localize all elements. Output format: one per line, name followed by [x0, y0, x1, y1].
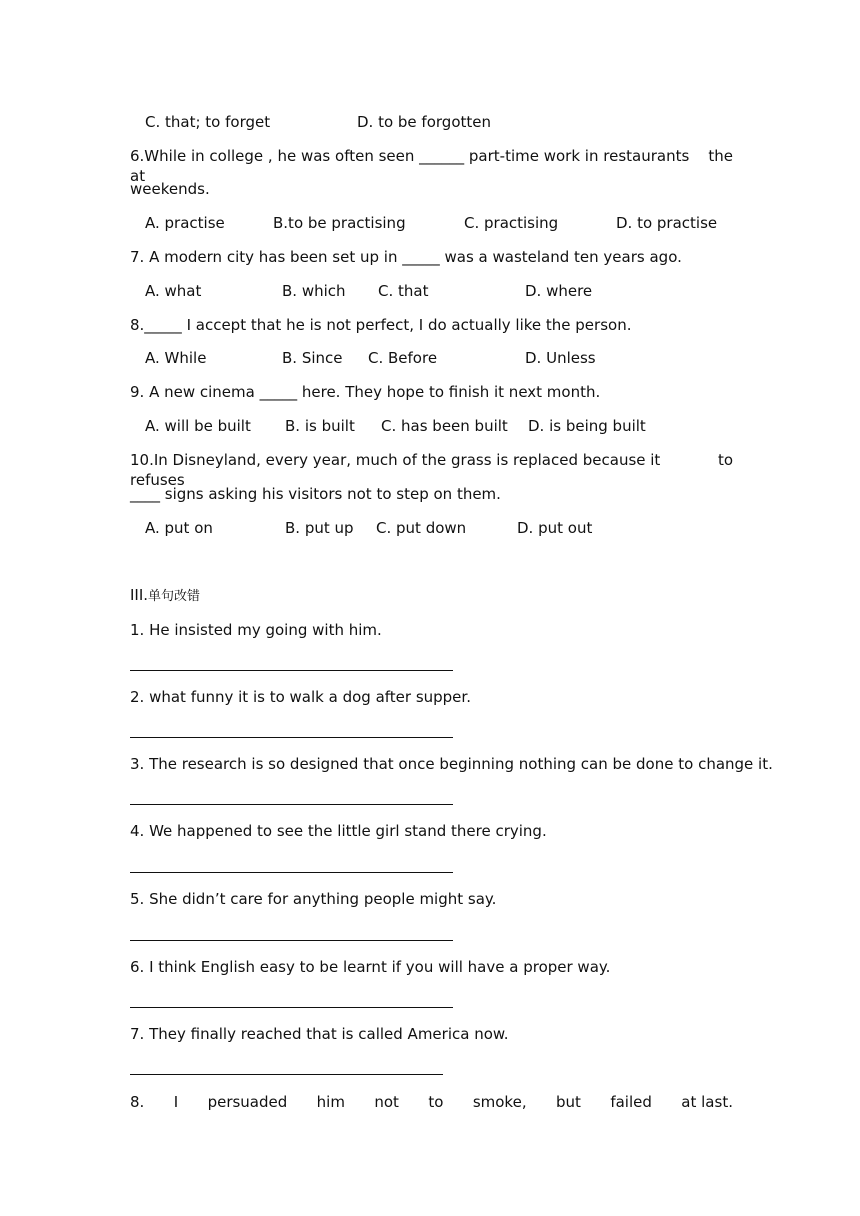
q6-option-d: D. to practise [616, 214, 718, 232]
q10-line-1: 10.In Disneyland, every year, much of the grass is replaced because it refuses to [130, 451, 733, 489]
q6-line-2: weekends. [130, 180, 210, 198]
q6-option-a: A. practise [145, 214, 225, 232]
q7-option-c: C. that [378, 282, 429, 300]
q5-option-d: D. to be forgotten [357, 113, 491, 131]
q9-stem: 9. A new cinema _____ here. They hope to finish it next month. [130, 383, 601, 401]
answer-line-2 [130, 737, 453, 738]
q7-option-b: B. which [282, 282, 346, 300]
correction-item-7: 7. They finally reached that is called America now. [130, 1025, 509, 1043]
q9-option-a: A. will be built [145, 417, 251, 435]
q8-option-c: C. Before [368, 349, 438, 367]
q9-option-d: D. is being built [528, 417, 646, 435]
q8-option-a: A. While [145, 349, 207, 367]
q10-option-c: C. put down [376, 519, 467, 537]
q5-option-c: C. that; to forget [145, 113, 271, 131]
q7-option-a: A. what [145, 282, 202, 300]
q10-option-a: A. put on [145, 519, 213, 537]
section-heading: III.单句改错 [130, 586, 201, 604]
correction-item-8: 8. I persuaded him not to smoke, but failed at last. [130, 1093, 733, 1111]
q6-line-1: 6.While in college , he was often seen ______ part-time work in restaurants at the [130, 147, 733, 185]
q10-option-d: D. put out [517, 519, 593, 537]
q10-line-2: ____ signs asking his visitors not to step on them. [130, 485, 501, 503]
answer-line-7 [130, 1074, 443, 1075]
correction-item-5: 5. She didn’t care for anything people might say. [130, 890, 497, 908]
q6-option-b: B.to be practising [273, 214, 406, 232]
correction-item-6: 6. I think English easy to be learnt if you will have a proper way. [130, 958, 611, 976]
q10-option-b: B. put up [285, 519, 354, 537]
q8-stem: 8._____ I accept that he is not perfect, I do actually like the person. [130, 316, 632, 334]
q9-option-c: C. has been built [381, 417, 508, 435]
answer-line-1 [130, 670, 453, 671]
answer-line-3 [130, 804, 453, 805]
correction-item-2: 2. what funny it is to walk a dog after supper. [130, 688, 471, 706]
q9-option-b: B. is built [285, 417, 355, 435]
correction-item-3: 3. The research is so designed that once beginning nothing can be done to change it. [130, 755, 773, 773]
q8-option-d: D. Unless [525, 349, 596, 367]
answer-line-5 [130, 940, 453, 941]
q8-option-b: B. Since [282, 349, 343, 367]
q6-option-c: C. practising [464, 214, 559, 232]
correction-item-4: 4. We happened to see the little girl stand there crying. [130, 822, 547, 840]
correction-item-1: 1. He insisted my going with him. [130, 621, 382, 639]
q7-stem: 7. A modern city has been set up in _____ was a wasteland ten years ago. [130, 248, 682, 266]
q7-option-d: D. where [525, 282, 593, 300]
answer-line-6 [130, 1007, 453, 1008]
answer-line-4 [130, 872, 453, 873]
